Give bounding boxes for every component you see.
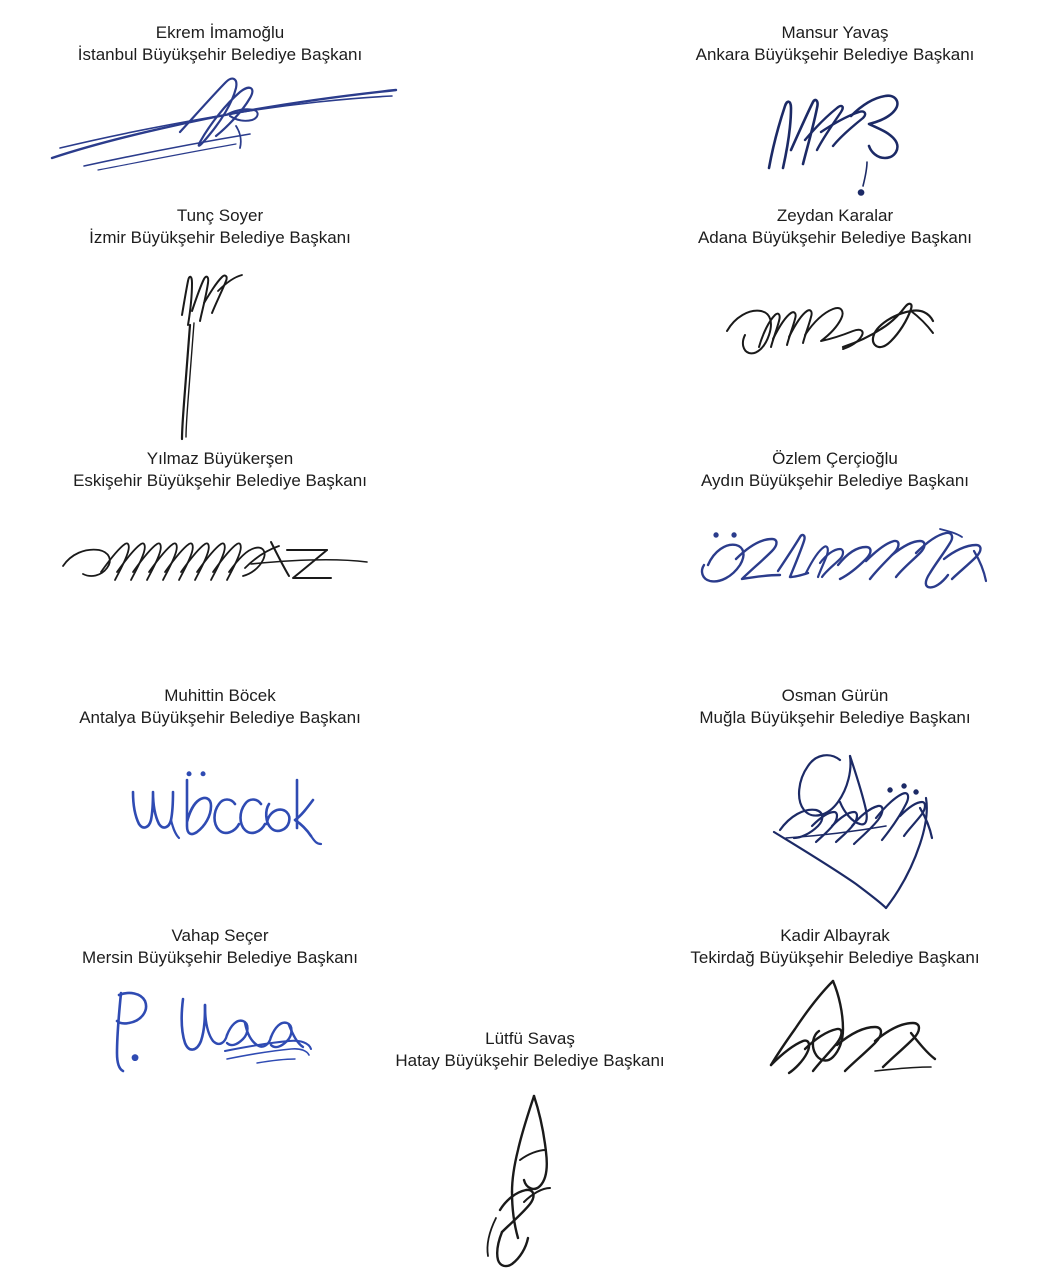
signature-tunc-soyer (160, 265, 270, 445)
signature-block-yilmaz-buyuksersen (45, 448, 395, 492)
signatory-name: Mansur Yavaş (781, 23, 889, 42)
signature-block-osman-gurun (660, 685, 1010, 729)
signature-block-ekrem-imamoglu (45, 22, 395, 66)
signature-block-tunc-soyer (45, 205, 395, 249)
signatory-title: Antalya Büyükşehir Belediye Başkanı (79, 708, 361, 727)
signatory-name: Osman Gürün (781, 686, 889, 705)
signatory-title: Adana Büyükşehir Belediye Başkanı (697, 228, 973, 247)
signature-ekrem-imamoglu (40, 70, 410, 170)
signatory-name: Kadir Albayrak (780, 926, 890, 945)
signature-block-muhittin-bocek (45, 685, 395, 729)
signatory-name: Lütfü Savaş (485, 1029, 575, 1048)
signatory-title: İstanbul Büyükşehir Belediye Başkanı (77, 45, 363, 64)
signatory-name: Tunç Soyer (176, 206, 264, 225)
signature-block-lutfu-savas (370, 1028, 690, 1072)
signatory-title: İzmir Büyükşehir Belediye Başkanı (89, 228, 351, 247)
signature-zeydan-karalar (715, 295, 950, 375)
signature-block-mansur-yavas (660, 22, 1010, 66)
signature-lutfu-savas (470, 1090, 600, 1270)
signature-ozlem-cercioglu (690, 525, 1000, 600)
signatory-name: Yılmaz Büyükerşen (146, 449, 294, 468)
signatory-title: Muğla Büyükşehir Belediye Başkanı (699, 708, 971, 727)
signatory-title: Ankara Büyükşehir Belediye Başkanı (695, 45, 975, 64)
signatory-name: Ekrem İmamoğlu (155, 23, 285, 42)
signature-mansur-yavas (755, 90, 945, 195)
signature-osman-gurun (760, 740, 960, 910)
signature-kadir-albayrak (755, 975, 955, 1085)
signature-block-ozlem-cercioglu (660, 448, 1010, 492)
signatory-name: Özlem Çerçioğlu (772, 449, 898, 468)
signatory-title: Aydın Büyükşehir Belediye Başkanı (700, 471, 970, 490)
signatory-title: Tekirdağ Büyükşehir Belediye Başkanı (690, 948, 980, 967)
signatory-title: Hatay Büyükşehir Belediye Başkanı (395, 1051, 665, 1070)
signatory-name: Vahap Seçer (171, 926, 269, 945)
signature-block-zeydan-karalar (660, 205, 1010, 249)
signature-muhittin-bocek (125, 770, 325, 850)
signature-block-kadir-albayrak (660, 925, 1010, 969)
signatory-title: Mersin Büyükşehir Belediye Başkanı (82, 948, 358, 967)
signature-yilmaz-buyuksersen (55, 528, 375, 598)
signature-block-vahap-secer (45, 925, 395, 969)
signature-vahap-secer (105, 985, 320, 1080)
signatory-title: Eskişehir Büyükşehir Belediye Başkanı (73, 471, 367, 490)
signatory-name: Muhittin Böcek (164, 686, 276, 705)
signatory-name: Zeydan Karalar (776, 206, 894, 225)
